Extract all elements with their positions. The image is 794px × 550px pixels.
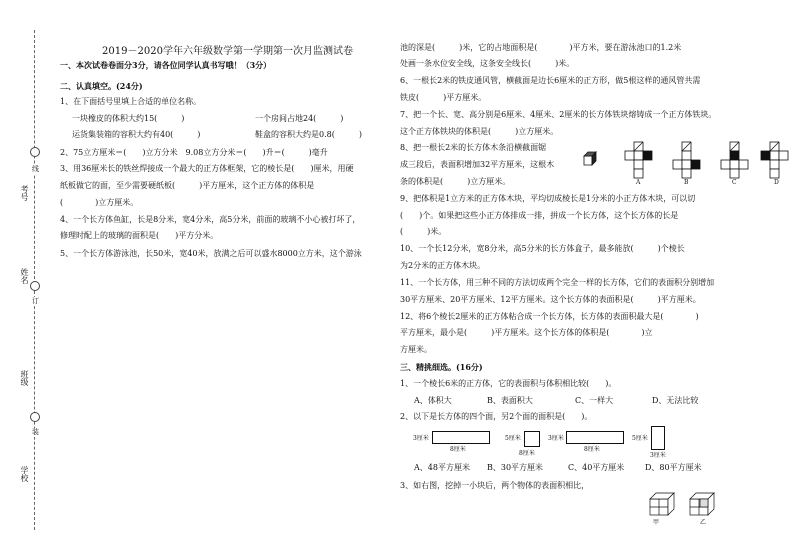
question-text: 一个房间占地24( ) xyxy=(255,114,344,123)
dimension-label: 8厘米 xyxy=(450,446,466,453)
question-text: 3、如右图，挖掉一小块后，两个物体的表面积相比， xyxy=(400,481,590,490)
dimension-label: 5厘米 xyxy=(505,435,521,442)
choice-a: A、48平方厘米 xyxy=(414,463,470,472)
question-text: 1、在下面括号里填上合适的单位名称。 xyxy=(60,97,202,106)
solids-figure xyxy=(648,490,728,518)
binding-hole xyxy=(30,147,40,157)
face-rectangle xyxy=(524,431,540,447)
choice-d: D、无法比较 xyxy=(652,396,699,405)
dimension-label: 3厘米 xyxy=(548,435,564,442)
face-rectangle xyxy=(432,431,490,444)
choice-b: B、30平方厘米 xyxy=(487,463,544,472)
question-text: 2、以下是长方体的四个面，另2个面的面积是( )。 xyxy=(400,412,593,421)
dimension-label: 8厘米 xyxy=(584,446,600,453)
binding-hole xyxy=(30,412,40,422)
question-text: ( )米。 xyxy=(400,227,447,236)
choice-b: B、表面积大 xyxy=(487,396,533,405)
cube-nets-figure xyxy=(620,140,792,186)
margin-label-name: 姓名 xyxy=(20,268,29,284)
dimension-label: 5厘米 xyxy=(632,435,648,442)
question-text: ( )立方厘米。 xyxy=(60,198,139,207)
page-title: 2019－2020学年六年级数学第一学期第一次月监测试卷 xyxy=(102,46,353,57)
question-text: 6、一根长2米的铁皮通风管，横截面是边长6厘米的正方形，做5根这样的通风管共需 xyxy=(400,76,701,85)
question-text: 12、将6个棱长2厘米的正方体粘合成一个长方体，长方体的表面积最大是( ) xyxy=(400,312,699,321)
question-text: 4、一个长方体鱼缸，长是8分米，宽4分米，高5分米，前面的玻璃不小心被打坏了， xyxy=(60,215,361,224)
net-label-d: D xyxy=(774,179,779,186)
section-heading: 一、本次试卷卷面分3分，请各位同学认真书写哦！（3分） xyxy=(60,60,272,70)
net-label-a: A xyxy=(636,179,641,186)
cut-char: 装 xyxy=(32,428,39,436)
question-text: 成三段后，表面积增加32平方厘米，这根木 xyxy=(400,160,555,169)
question-text: 8、把一根长2米的长方体木条沿横截面锯 xyxy=(400,143,547,152)
net-label-c: C xyxy=(732,179,737,186)
binding-line xyxy=(34,30,35,530)
dimension-label: 3厘米 xyxy=(413,435,429,442)
solid-label-jia: 甲 xyxy=(653,519,660,526)
choice-d: D、80平方厘米 xyxy=(645,463,702,472)
choice-c: C、一样大 xyxy=(575,396,614,405)
question-text: 9、把体积是1立方米的正方体木块，平均切成棱长是1分米的小正方体木块，可以切 xyxy=(400,194,696,203)
question-text: 为2分米的正方体木块。 xyxy=(400,261,486,270)
face-rectangle xyxy=(651,426,665,450)
binding-hole xyxy=(30,281,40,291)
question-text: 方厘米。 xyxy=(400,345,432,354)
choice-a: A、体积大 xyxy=(414,396,452,405)
question-text: 处画一条水位安全线，这条安全线长( )米。 xyxy=(400,59,575,68)
question-text: 11、一个长方体，用三种不同的方法切成两个完全一样的长方体，它们的表面积分别增加 xyxy=(400,278,715,287)
question-text: 这个正方体铁块的体积是( )立方厘米。 xyxy=(400,127,559,136)
question-text: 纸板做它的面，至少需要硬纸板( )平方厘米，这个正方体的体积是 xyxy=(60,181,315,190)
question-text: 条的体积是( )立方厘米。 xyxy=(400,177,511,186)
margin-label-class: 班级 xyxy=(20,370,29,386)
cut-char: 订 xyxy=(32,297,39,305)
question-text: 修理时配上的玻璃的面积是( )平方分米。 xyxy=(60,231,219,240)
question-text: 一块橡皮的体积大约15( ) xyxy=(72,114,185,123)
choice-c: C、40平方厘米 xyxy=(568,463,625,472)
question-text: 5、一个长方体游泳池，长50米，宽40米，放满之后可以盛水8000立方米，这个游泳 xyxy=(60,249,362,258)
cut-char: 线 xyxy=(32,165,39,173)
question-text: 7、把一个长、宽、高分别是6厘米、4厘米、2厘米的长方体铁块熔铸成一个正方体铁块。 xyxy=(400,110,717,119)
margin-label-exam-no: 考号 xyxy=(20,185,29,201)
net-label-b: B xyxy=(684,179,689,186)
question-text: 运货集装箱的容积大约有40( ) xyxy=(72,130,201,139)
question-text: 3、用36厘米长的铁丝焊接成一个最大的正方体框架，它的棱长是( )厘米，用硬 xyxy=(60,164,354,173)
question-text: ( )个。如果把这些小正方体排成一排，拼成一个长方体，这个长方体的长是 xyxy=(400,211,679,220)
section-heading: 三、精挑细选。(16分) xyxy=(400,362,483,372)
margin-label-school: 学校 xyxy=(20,466,29,482)
question-text: 2、75立方厘米＝( )立方分米 9.08立方分米＝( )升＝( )毫升 xyxy=(60,148,328,157)
question-text: 1、一个棱长6米的正方体，它的表面积与体积相比较( )。 xyxy=(400,379,617,388)
question-text: 池的深是( )米，它的占地面积是( )平方米，要在游泳池口的1.2米 xyxy=(400,43,682,52)
question-text: 鞋盒的容积大约是0.8( ) xyxy=(255,130,362,139)
question-text: 铁皮( )平方厘米。 xyxy=(400,93,487,102)
cube-illustration xyxy=(582,150,600,168)
solid-label-yi: 乙 xyxy=(700,519,707,526)
question-text: 30平方厘米、20平方厘米、12平方厘米。这个长方体的表面积是( )平方厘米。 xyxy=(400,295,701,304)
question-text: 10、一个长12分米，宽8分米，高5分米的长方体盒子，最多能放( )个棱长 xyxy=(400,244,685,253)
question-text: 平方厘米，最小是( )平方厘米。这个长方体的体积是( )立 xyxy=(400,328,653,337)
dimension-label: 3厘米 xyxy=(650,452,666,459)
section-heading: 二、认真填空。(24分) xyxy=(60,81,143,91)
face-rectangle xyxy=(566,431,624,444)
dimension-label: 8厘米 xyxy=(519,450,535,457)
